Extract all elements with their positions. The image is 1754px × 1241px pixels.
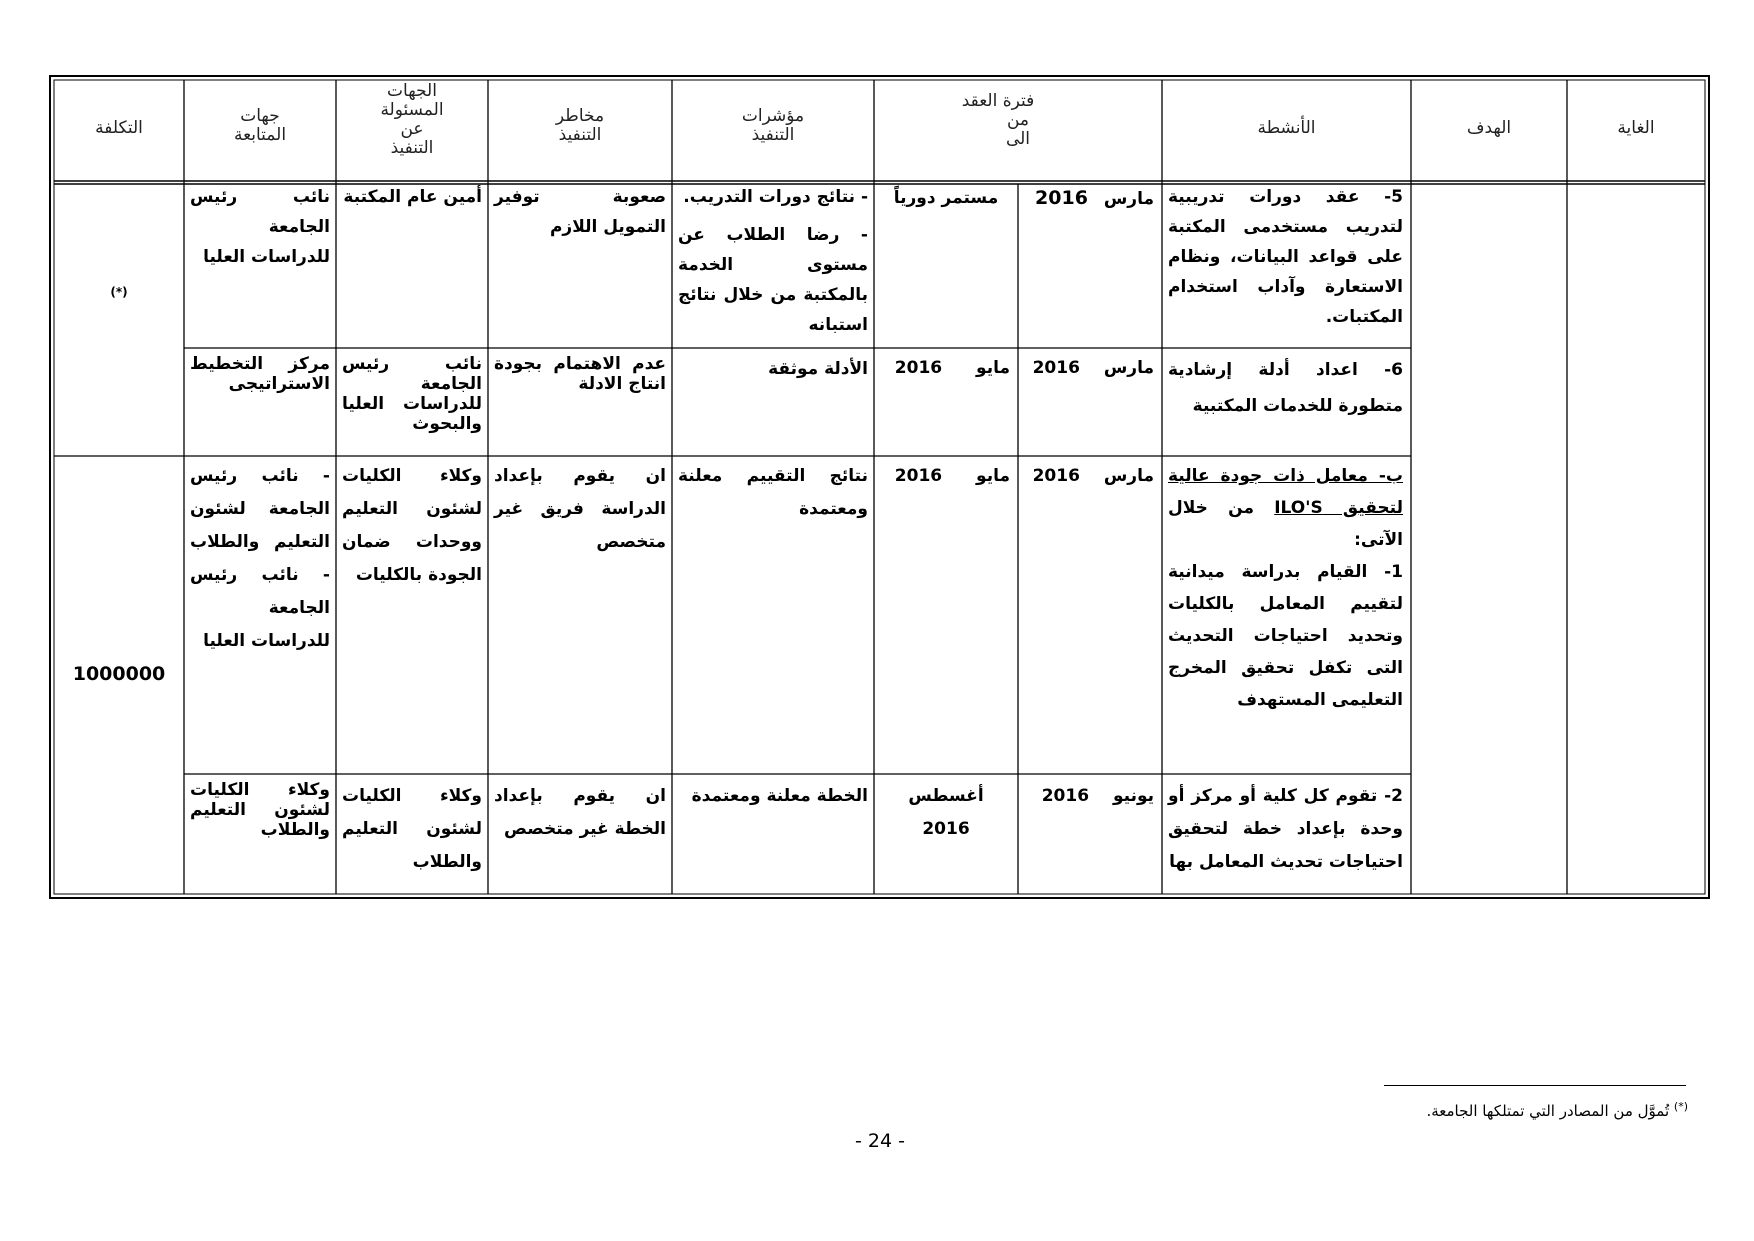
page-number: - 24 - — [855, 1130, 905, 1152]
header-responsible-line1: الجهات — [387, 81, 437, 101]
row4-to — [878, 780, 1014, 846]
header-responsible-line3: عن — [400, 119, 424, 139]
row3-to — [882, 460, 1010, 493]
header-objective: الهدف — [1466, 118, 1512, 138]
row2-risks: عدم الاهتمام بجودة انتاج الادلة — [494, 354, 666, 394]
row3-activity-heading: ب- معامل ذات جودة عالية لتحقيق ILO'S — [1168, 466, 1404, 518]
footnote-marker: (*) — [1673, 1100, 1688, 1113]
cost-cell-2: 1000000 — [72, 663, 166, 685]
row1-indicator-1: - نتائج دورات التدريب. — [683, 187, 868, 207]
row4-to-year: 2016 — [922, 819, 970, 839]
header-period-line2: من — [1006, 110, 1030, 130]
row1-from-year: 2016 — [1035, 187, 1088, 209]
row3-from-year: 2016 — [1032, 466, 1080, 486]
row1-indicators — [678, 182, 868, 340]
row2-from-month: مارس — [1103, 358, 1154, 378]
footnote-rule — [1384, 1085, 1686, 1086]
header-responsible-line4: التنفيذ — [390, 138, 434, 158]
header-followup — [184, 107, 336, 145]
header-indicators-line2: التنفيذ — [751, 125, 795, 145]
row1-responsible: أمين عام المكتبة — [343, 187, 482, 207]
row3-from-month: مارس — [1103, 466, 1154, 486]
row4-responsible: وكلاء الكليات لشئون التعليم والطلاب — [342, 786, 482, 872]
row1-indicator-2: - رضا الطلاب عن مستوى الخدمة بالمكتبة من خلال نتائج استبانه — [678, 225, 868, 335]
row1-activity: 5- عقد دورات تدريبية لتدريب مستخدمى المكتبة على قواعد البيانات، ونظام الاستعارة وآداب استخدام المكتبات. — [1168, 187, 1403, 327]
row1-followup: نائب رئيس الجامعة للدراسات العليا — [190, 187, 330, 267]
row1-to: مستمر دورياً — [893, 188, 999, 208]
row4-to-month: أغسطس — [908, 786, 984, 806]
row2-to — [882, 352, 1010, 385]
header-responsible — [336, 82, 488, 158]
row3-from — [1026, 460, 1154, 493]
header-indicators — [672, 107, 874, 145]
row4-indicators: الخطة معلنة ومعتمدة — [691, 786, 868, 806]
row2-indicators: الأدلة موثقة — [768, 359, 868, 379]
header-followup-line2: المتابعة — [233, 125, 287, 145]
row4-from-month: يونيو — [1112, 786, 1154, 806]
row3-risks: ان يقوم بإعداد الدراسة فريق غير متخصص — [494, 466, 666, 552]
row2-from-year: 2016 — [1032, 358, 1080, 378]
row2-activity: 6- اعداد أدلة إرشادية متطورة للخدمات المكتبية — [1168, 360, 1403, 416]
row1-risks: صعوبة توفير التمويل اللازم — [494, 187, 666, 237]
row3-activity — [1168, 460, 1403, 716]
row4-risks: ان يقوم بإعداد الخطة غير متخصص — [494, 786, 666, 839]
header-period-line3: الى — [1005, 129, 1031, 149]
row3-activity-heading-rest: من خلال الآتى: — [1168, 498, 1403, 550]
header-risks-line2: التنفيذ — [558, 125, 602, 145]
header-followup-line1: جهات — [240, 106, 280, 126]
header-period-line1: فترة العقد — [961, 91, 1035, 111]
row2-to-month: مايو — [976, 358, 1010, 378]
row3-to-month: مايو — [976, 466, 1010, 486]
header-responsible-line2: المسئولة — [380, 100, 444, 120]
row4-followup: وكلاء الكليات لشئون التعليم والطلاب — [190, 780, 330, 840]
row1-from — [1026, 182, 1154, 216]
footnote-text: تُموَّل من المصادر التي تمتلكها الجامعة. — [1426, 1102, 1670, 1120]
row3-indicators: نتائج التقييم معلنة ومعتمدة — [678, 466, 868, 519]
footnote — [1180, 1100, 1688, 1120]
row2-from — [1026, 352, 1154, 385]
row4-from — [1026, 780, 1154, 813]
row3-activity-body: 1- القيام بدراسة ميدانية لتقييم المعامل بالكليات وتحديد احتياجات التحديث التى تكفل تحقيق المخرج التعليمى المستهدف — [1168, 562, 1403, 710]
cost-cell-1: (*) — [110, 285, 128, 299]
row2-to-year: 2016 — [894, 358, 943, 378]
header-cost: التكلفة — [95, 118, 143, 138]
row3-responsible: وكلاء الكليات لشئون التعليم ووحدات ضمان الجودة بالكليات — [342, 466, 482, 585]
header-activities: الأنشطة — [1257, 118, 1316, 138]
header-goal: الغاية — [1617, 118, 1655, 138]
row2-followup: مركز التخطيط الاستراتيجى — [190, 354, 330, 394]
header-risks-line1: مخاطر — [555, 106, 605, 126]
header-risks — [488, 107, 672, 145]
row3-to-year: 2016 — [894, 466, 943, 486]
row2-responsible: نائب رئيس الجامعة للدراسات العليا والبحوث — [342, 354, 482, 434]
row3-followup: - نائب رئيس الجامعة لشئون التعليم والطلاب - نائب رئيس الجامعة للدراسات العليا — [190, 466, 330, 651]
row1-from-month: مارس — [1103, 189, 1154, 209]
row4-from-year: 2016 — [1041, 786, 1090, 806]
header-indicators-line1: مؤشرات — [741, 106, 805, 126]
header-period — [874, 92, 1162, 149]
row4-activity: 2- تقوم كل كلية أو مركز أو وحدة بإعداد خطة لتحقيق احتياجات تحديث المعامل بها — [1168, 786, 1403, 872]
